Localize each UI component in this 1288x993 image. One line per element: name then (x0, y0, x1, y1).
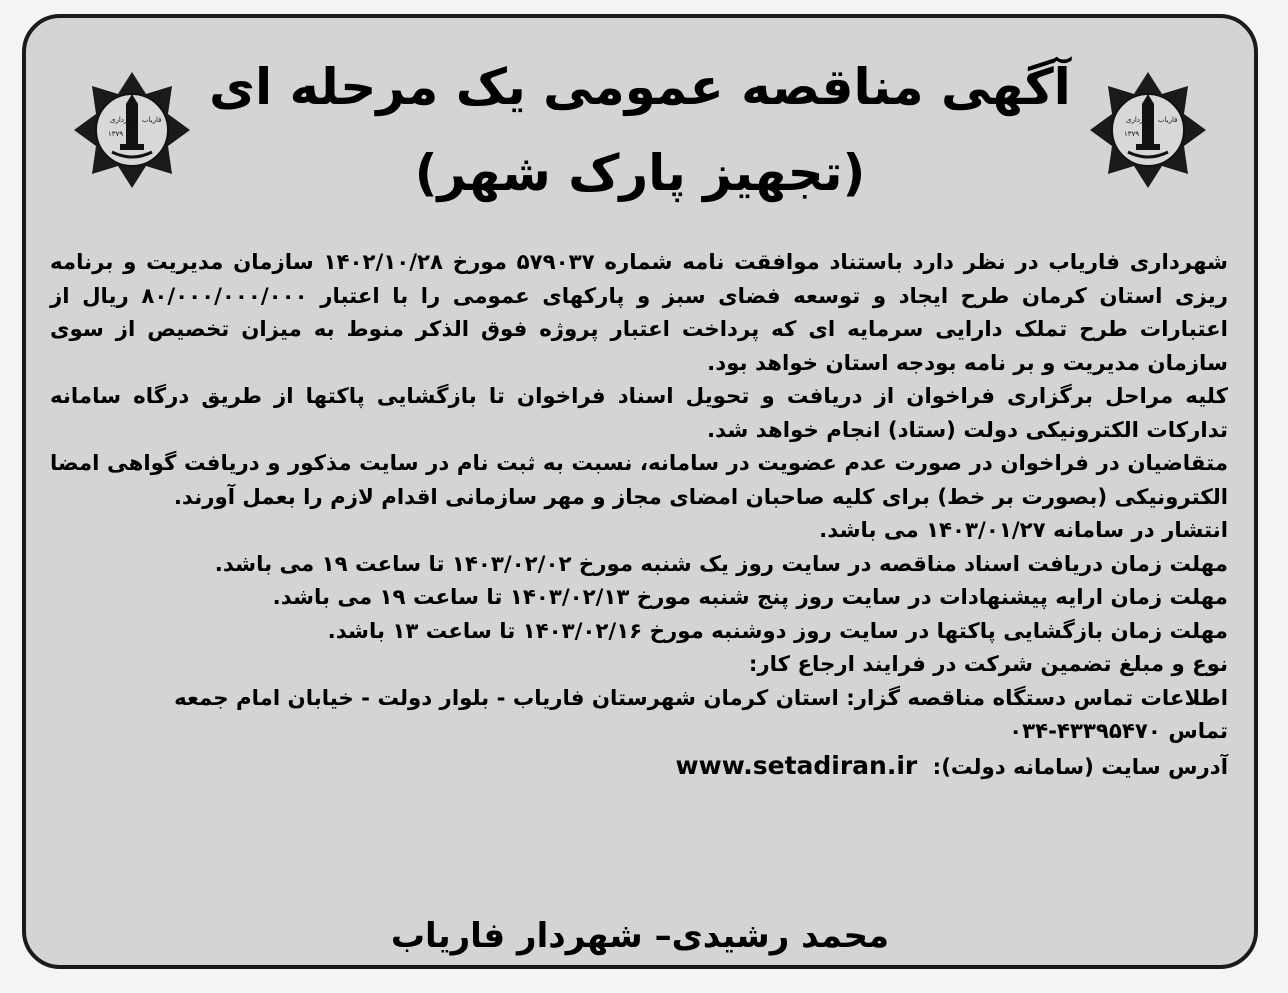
phone-line (50, 715, 1228, 749)
applicants-paragraph: متقاضیان در فراخوان در صورت عدم عضویت در سامانه، نسبت به ثبت نام در سایت مذکور و دریافت گواهی امضا الکترونیکی (بصورت بر خط) برای کلیه صاحبان امضای مجاز و مهر سازمانی اقدام لازم را بعمل آورند. (50, 451, 1228, 510)
notice-subtitle: (تجهیز پارک شهر) (414, 144, 866, 202)
intro-paragraph: شهرداری فاریاب در نظر دارد باستناد موافقت نامه شماره ۵۷۹۰۳۷ مورخ ۱۴۰۲/۱۰/۲۸ سازمان مدیریت و برنامه ریزی استان کرمان طرح ایجاد و توسعه فضای سبز و پارکهای عمومی را با اعتبار ۸۰/۰۰۰/۰۰۰/۰۰۰ ریال از اعتبارات طرح تملک دارایی سرمایه ای که پرداخت اعتبار پروژه فوق الذکر منوط به میزان تخصیص از سوی سازمان مدیریت و بر نامه بودجه استان خواهد بود. (50, 250, 1229, 376)
publish-date-line: انتشار در سامانه ۱۴۰۳/۰۱/۲۷ می باشد. (819, 518, 1228, 543)
website-link[interactable]: www.setadiran.ir (675, 750, 918, 780)
phone-number: ۰۳۴-۴۳۳۹۵۴۷۰ (1009, 719, 1161, 744)
signature: محمد رشیدی– شهردار فاریاب (390, 916, 890, 956)
svg-text:۱۳۷۹: ۱۳۷۹ (108, 130, 124, 138)
svg-text:فاریاب: فاریاب (142, 116, 162, 124)
contact-line: اطلاعات تماس دستگاه مناقصه گزار: استان کرمان شهرستان فاریاب - بلوار دولت - خیابان امام جمعه (174, 685, 1228, 711)
municipality-logo-left-icon (72, 70, 192, 190)
notice-frame (22, 14, 1258, 969)
svg-text:شهرداری: شهرداری (1126, 116, 1153, 124)
guarantee-line: نوع و مبلغ تضمین شرکت در فرایند ارجاع کار: (748, 652, 1228, 677)
submit-deadline-line: مهلت زمان ارایه پیشنهادات در سایت روز پنج شنبه مورخ ۱۴۰۳/۰۲/۱۳ تا ساعت ۱۹ می باشد. (272, 585, 1228, 610)
website-line (50, 749, 1228, 785)
svg-text:شهرداری: شهرداری (110, 116, 137, 124)
stages-paragraph: کلیه مراحل برگزاری فراخوان از دریافت و تحویل اسناد فراخوان تا بازگشایی پاکتها از طریق درگاه سامانه تدارکات الکترونیکی دولت (ستاد) انجام خواهد شد. (50, 384, 1228, 443)
receive-deadline-line: مهلت زمان دریافت اسناد مناقصه در سایت روز یک شنبه مورخ ۱۴۰۳/۰۲/۰۲ تا ساعت ۱۹ می باشد. (214, 551, 1228, 577)
svg-text:فاریاب: فاریاب (1158, 116, 1178, 124)
municipality-logo-right-icon (1088, 70, 1208, 190)
notice-body (50, 246, 1228, 784)
opening-date-line: مهلت زمان بازگشایی پاکتها در سایت روز دوشنبه مورخ ۱۴۰۳/۰۲/۱۶ تا ساعت ۱۳ باشد. (327, 618, 1228, 644)
notice-title: آگهی مناقصه عمومی یک مرحله ای (209, 58, 1071, 116)
svg-text:۱۳۷۹: ۱۳۷۹ (1124, 130, 1140, 138)
phone-label: تماس (1168, 719, 1228, 744)
website-label: آدرس سایت (سامانه دولت): (932, 754, 1228, 780)
